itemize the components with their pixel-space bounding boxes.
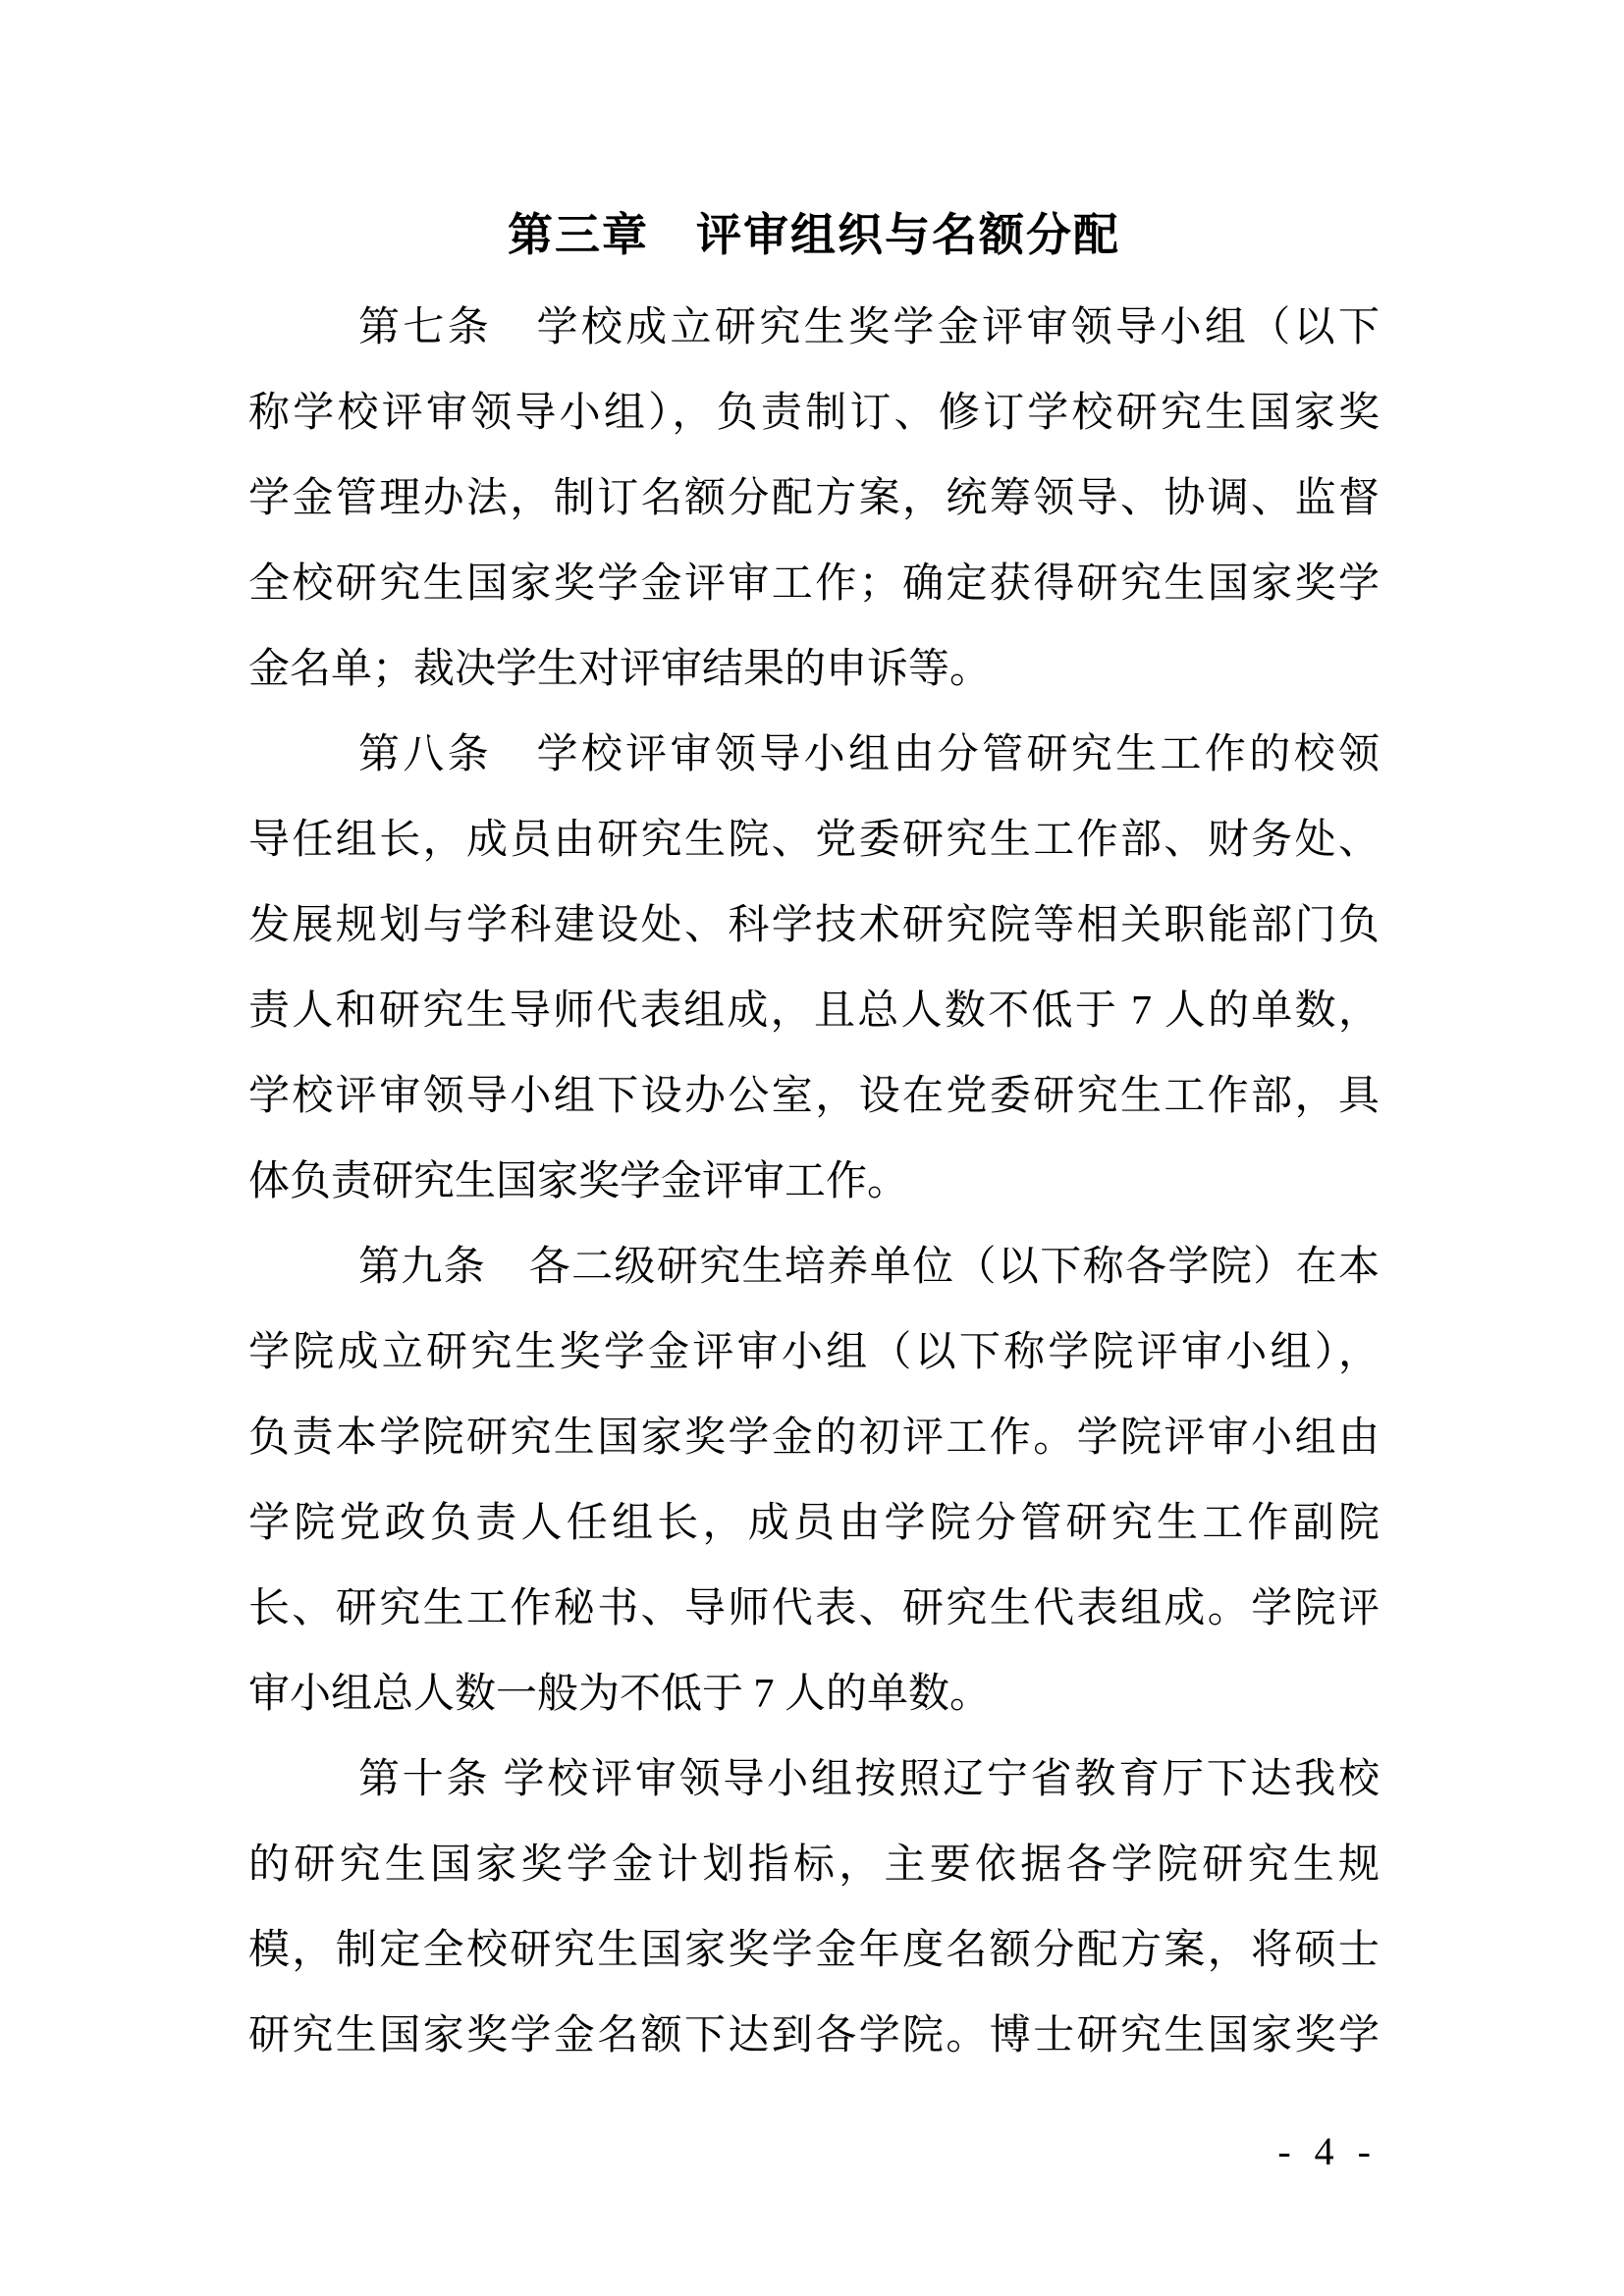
text-line: 称学校评审领导小组），负责制订、修订学校研究生国家奖 [248, 391, 1380, 436]
text-line: 的研究生国家奖学金计划指标，主要依据各学院研究生规 [248, 1842, 1380, 1888]
text-line: 第八条 学校评审领导小组由分管研究生工作的校领 [358, 732, 1380, 777]
text-line: 第九条 各二级研究生培养单位（以下称各学院）在本 [358, 1245, 1380, 1290]
text-line: 发展规划与学科建设处、科学技术研究院等相关职能部门负 [248, 903, 1380, 948]
text-line: 学校评审领导小组下设办公室，设在党委研究生工作部，具 [248, 1074, 1380, 1119]
text-line: 审小组总人数一般为不低于 7 人的单数。 [248, 1672, 992, 1717]
chapter-title: 第三章 评审组织与名额分配 [508, 209, 1120, 260]
text-line: 研究生国家奖学金名额下达到各学院。博士研究生国家奖学 [248, 2013, 1380, 2058]
document-body [248, 286, 1380, 2079]
text-line: 体负责研究生国家奖学金评审工作。 [248, 1159, 909, 1204]
text-line: 责人和研究生导师代表组成，且总人数不低于 7 人的单数， [248, 988, 1380, 1034]
text-line: 导任组长，成员由研究生院、党委研究生工作部、财务处、 [248, 818, 1380, 863]
text-line: 学金管理办法，制订名额分配方案，统筹领导、协调、监督 [248, 476, 1380, 521]
text-line: 第七条 学校成立研究生奖学金评审领导小组（以下 [358, 305, 1380, 350]
text-line: 学院党政负责人任组长，成员由学院分管研究生工作副院 [248, 1501, 1380, 1546]
text-line: 全校研究生国家奖学金评审工作；确定获得研究生国家奖学 [248, 561, 1380, 607]
text-line: 学院成立研究生奖学金评审小组（以下称学院评审小组）， [248, 1330, 1380, 1375]
text-line: 金名单；裁决学生对评审结果的申诉等。 [248, 647, 992, 692]
text-line: 长、研究生工作秘书、导师代表、研究生代表组成。学院评 [248, 1586, 1380, 1631]
text-line: 负责本学院研究生国家奖学金的初评工作。学院评审小组由 [248, 1415, 1380, 1461]
text-line: 模，制定全校研究生国家奖学金年度名额分配方案，将硕士 [248, 1928, 1380, 1973]
page-number: - 4 - [1277, 2129, 1378, 2173]
text-line: 第十条 学校评审领导小组按照辽宁省教育厅下达我校 [358, 1757, 1380, 1802]
